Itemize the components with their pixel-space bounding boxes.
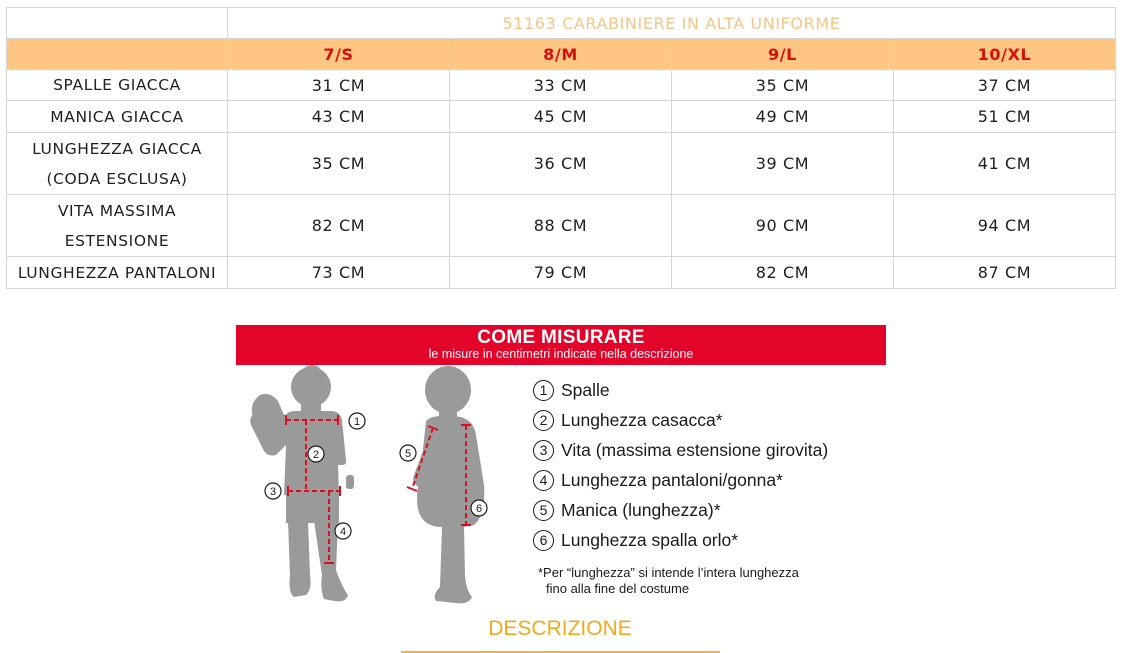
measure-cell: 79 CM — [450, 257, 672, 289]
row-label-line: LUNGHEZZA PANTALONI — [17, 263, 217, 282]
table-row — [7, 257, 1116, 289]
table-row — [7, 101, 1116, 133]
row-label — [7, 101, 228, 133]
front-silhouette — [250, 365, 354, 601]
measure-cell: 88 CM — [450, 195, 672, 257]
table-row — [7, 195, 1116, 257]
legend-number: 4 — [533, 470, 554, 491]
row-label-line: (CODA ESCLUSA) — [46, 169, 188, 188]
measurement-legend — [533, 375, 828, 555]
legend-item — [533, 375, 828, 405]
marker-6-label: 6 — [475, 503, 483, 515]
legend-number: 2 — [533, 410, 554, 431]
row-label — [7, 195, 228, 257]
legend-number: 5 — [533, 500, 554, 521]
description-underline — [401, 651, 720, 653]
row-label-line: ESTENSIONE — [64, 231, 170, 250]
measure-cell: 35 CM — [672, 70, 894, 101]
row-label — [7, 257, 228, 289]
legend-label: Lunghezza pantaloni/gonna* — [561, 469, 783, 490]
marker-2 — [308, 446, 324, 462]
size-header: 8/M — [450, 39, 672, 70]
marker-1-label: 1 — [353, 416, 361, 428]
legend-item — [533, 495, 828, 525]
legend-item — [533, 465, 828, 495]
side-silhouette — [413, 366, 484, 603]
marker-3-label: 3 — [269, 486, 277, 498]
footnote-line: fino alla fine del costume — [546, 581, 690, 596]
legend-item — [533, 435, 828, 465]
measure-cell: 43 CM — [228, 101, 450, 133]
measure-cell: 82 CM — [228, 195, 450, 257]
legend-label: Vita (massima estensione girovita) — [561, 439, 829, 460]
measure-cell: 39 CM — [672, 133, 894, 195]
measure-cell: 51 CM — [894, 101, 1116, 133]
legend-item — [533, 405, 828, 435]
legend-number: 6 — [533, 530, 554, 551]
measure-cell: 49 CM — [672, 101, 894, 133]
marker-3 — [265, 483, 281, 499]
table-row — [7, 133, 1116, 195]
length-footnote — [538, 565, 799, 597]
table-row — [7, 70, 1116, 101]
size-chart-table — [6, 7, 1116, 289]
row-label-line: LUNGHEZZA GIACCA — [32, 139, 202, 158]
banner-title: COME MISURARE — [477, 327, 645, 348]
measure-cell: 45 CM — [450, 101, 672, 133]
measure-cell: 90 CM — [672, 195, 894, 257]
marker-6 — [471, 500, 487, 516]
measure-cell: 82 CM — [672, 257, 894, 289]
legend-label: Spalle — [561, 379, 610, 400]
product-title: 51163 CARABINIERE IN ALTA UNIFORME — [228, 8, 1116, 39]
legend-label: Lunghezza spalla orlo* — [561, 529, 739, 550]
marker-4-label: 4 — [339, 526, 347, 538]
table-title-row — [7, 8, 1116, 39]
measure-cell: 37 CM — [894, 70, 1116, 101]
marker-2-label: 2 — [312, 449, 320, 461]
description-heading: DESCRIZIONE — [488, 617, 632, 640]
row-label-line: SPALLE GIACCA — [53, 76, 181, 94]
marker-5 — [400, 445, 416, 461]
marker-5-label: 5 — [404, 448, 412, 460]
marker-1 — [349, 413, 365, 429]
blank-corner-cell — [7, 8, 228, 39]
measure-cell: 41 CM — [894, 133, 1116, 195]
how-to-measure-panel — [236, 325, 886, 615]
measure-cell: 35 CM — [228, 133, 450, 195]
row-label-line: MANICA GIACCA — [50, 107, 184, 126]
size-header: 7/S — [228, 39, 450, 70]
row-label-line: VITA MASSIMA — [57, 201, 177, 220]
legend-label: Lunghezza casacca* — [561, 409, 723, 430]
size-header: 9/L — [672, 39, 894, 70]
legend-number: 3 — [533, 440, 554, 461]
measure-cell: 94 CM — [894, 195, 1116, 257]
legend-number: 1 — [533, 380, 554, 401]
banner-subtitle: le misure in centimetri indicate nella descrizione — [428, 347, 694, 361]
legend-item — [533, 525, 828, 555]
size-header-row — [7, 39, 1116, 70]
marker-4 — [335, 523, 351, 539]
how-to-measure-banner — [236, 325, 886, 365]
footnote-line: *Per “lunghezza” si intende l’intera lunghezza — [538, 565, 799, 580]
row-label — [7, 70, 228, 101]
measure-cell: 33 CM — [450, 70, 672, 101]
row-label — [7, 133, 228, 195]
child-measurement-illustration — [236, 365, 526, 615]
header-blank-cell — [7, 39, 228, 70]
legend-label: Manica (lunghezza)* — [561, 499, 721, 520]
measure-cell: 36 CM — [450, 133, 672, 195]
measure-cell: 87 CM — [894, 257, 1116, 289]
measure-cell: 31 CM — [228, 70, 450, 101]
measure-cell: 73 CM — [228, 257, 450, 289]
size-header: 10/XL — [894, 39, 1116, 70]
